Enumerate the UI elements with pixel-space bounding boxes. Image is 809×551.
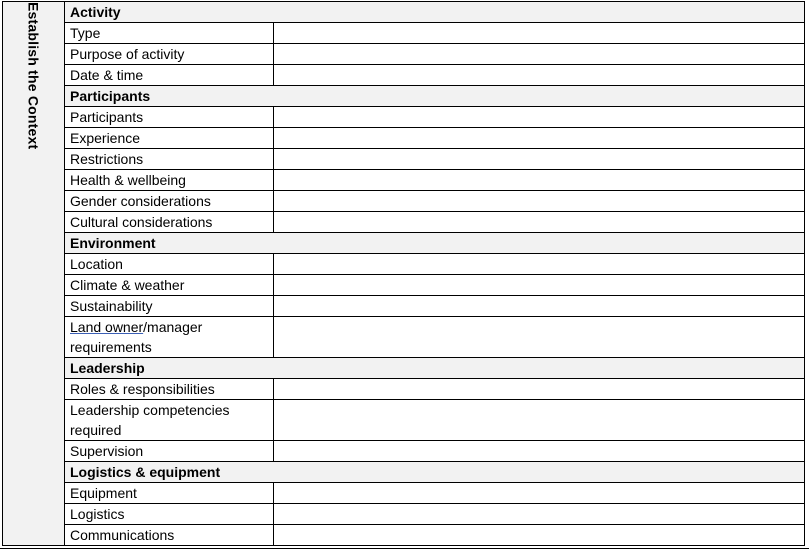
value-cell-equipment[interactable] (274, 483, 805, 504)
row-label-experience: Experience (65, 128, 274, 149)
value-cell-competencies[interactable] (274, 400, 805, 441)
section-header-activity: Activity (65, 2, 805, 23)
side-label: Establish the Context (25, 2, 42, 150)
section-header-leadership: Leadership (65, 358, 805, 379)
row-label-equipment: Equipment (65, 483, 274, 504)
context-table (2, 1, 805, 546)
value-cell-participants[interactable] (274, 107, 805, 128)
value-cell-health[interactable] (274, 170, 805, 191)
row-label-gender: Gender considerations (65, 191, 274, 212)
value-cell-purpose[interactable] (274, 44, 805, 65)
context-form (2, 1, 805, 546)
section-header-environment: Environment (65, 233, 805, 254)
value-cell-location[interactable] (274, 254, 805, 275)
row-label-type: Type (65, 23, 274, 44)
value-cell-cultural[interactable] (274, 212, 805, 233)
land-owner-rest-text: /manager requirements (70, 319, 203, 355)
value-cell-restrictions[interactable] (274, 149, 805, 170)
row-label-communications: Communications (65, 525, 274, 546)
value-cell-logistics[interactable] (274, 504, 805, 525)
row-label-supervision: Supervision (65, 441, 274, 462)
value-cell-gender[interactable] (274, 191, 805, 212)
row-label-purpose: Purpose of activity (65, 44, 274, 65)
value-cell-land-owner[interactable] (274, 317, 805, 358)
row-label-date-time: Date & time (65, 65, 274, 86)
value-cell-supervision[interactable] (274, 441, 805, 462)
value-cell-sustainability[interactable] (274, 296, 805, 317)
row-label-health: Health & wellbeing (65, 170, 274, 191)
row-label-restrictions: Restrictions (65, 149, 274, 170)
row-label-cultural: Cultural considerations (65, 212, 274, 233)
section-header-participants: Participants (65, 86, 805, 107)
row-label-sustainability: Sustainability (65, 296, 274, 317)
row-label-competencies: Leadership competencies required (65, 400, 274, 441)
side-label-cell (3, 2, 65, 546)
value-cell-climate[interactable] (274, 275, 805, 296)
row-label-land-owner (65, 317, 274, 358)
row-label-logistics: Logistics (65, 504, 274, 525)
value-cell-roles[interactable] (274, 379, 805, 400)
row-label-roles: Roles & responsibilities (65, 379, 274, 400)
row-label-location: Location (65, 254, 274, 275)
row-label-climate: Climate & weather (65, 275, 274, 296)
value-cell-date-time[interactable] (274, 65, 805, 86)
value-cell-type[interactable] (274, 23, 805, 44)
section-header-logistics: Logistics & equipment (65, 462, 805, 483)
bottom-rule (0, 548, 809, 549)
land-owner-link-text: Land owner (70, 319, 144, 335)
value-cell-experience[interactable] (274, 128, 805, 149)
row-label-participants: Participants (65, 107, 274, 128)
value-cell-communications[interactable] (274, 525, 805, 546)
